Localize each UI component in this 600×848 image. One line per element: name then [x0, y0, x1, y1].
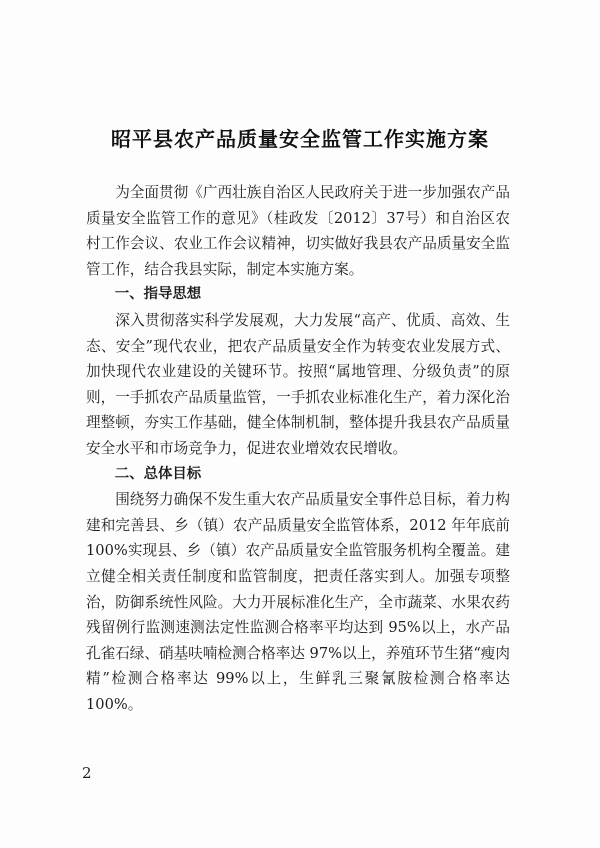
section-heading-guiding-ideology: 一、指导思想 — [114, 286, 202, 303]
document-body — [86, 180, 510, 717]
section-heading-overall-goals: 二、总体目标 — [114, 465, 202, 482]
overall-goals-paragraph: 围绕努力确保不发生重大农产品质量安全事件总目标，着力构建和完善县、乡（镇）农产品质量安全监管体系，2012 年年底前 100%实现县、乡（镇）农产品质量安全监管服务机构全覆盖。建立健全相关责任制度和监管制度，把责任落实到人。加强专项整治，防御系统性风险。大力开展标准化生产，全市蔬菜、水果农药残留例行监测速测法定性监测合格率平均达到 95%以上，水产品孔雀石绿、硝基呋喃检测合格率达 97%以上，养殖环节生猪“瘦肉精”检测合格率达 99%以上，生鲜乳三聚氰胺检测合格率达 100%。 — [86, 491, 511, 713]
document-title: 昭平县农产品质量安全监管工作实施方案 — [111, 127, 489, 151]
intro-paragraph: 为全面贯彻《广西壮族自治区人民政府关于进一步加强农产品质量安全监管工作的意见》（桂政发〔2012〕37号）和自治区农村工作会议、农业工作会议精神，切实做好我县农产品质量安全监管工作，结合我县实际，制定本实施方案。 — [86, 184, 510, 278]
page-number: 2 — [82, 764, 92, 782]
guiding-ideology-paragraph: 深入贯彻落实科学发展观，大力发展“高产、优质、高效、生态、安全”现代农业，把农产品质量安全作为转变农业发展方式、加快现代农业建设的关键环节。按照“属地管理、分级负责”的原则，一手抓农产品质量监管，一手抓农业标准化生产，着力深化治理整顿，夯实工作基础，健全体制机制，整体提升我县农产品质量安全水平和市场竞争力，促进农业增效农民增收。 — [86, 311, 510, 457]
